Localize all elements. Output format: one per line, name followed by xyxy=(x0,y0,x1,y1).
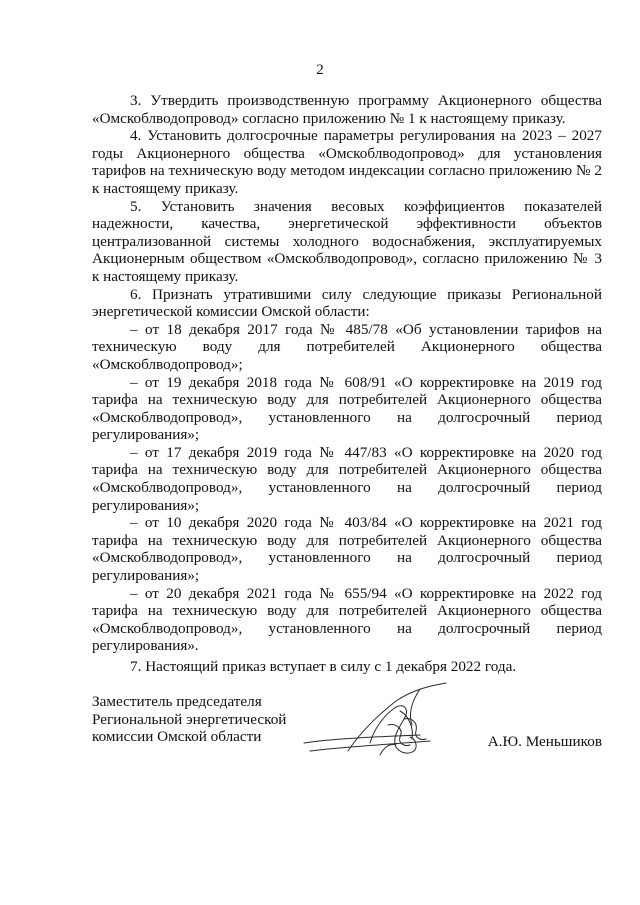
page-number: 2 xyxy=(316,62,324,78)
signatory-title-line: Региональной энергетической xyxy=(92,710,287,728)
repealed-order-2021: – от 20 декабря 2021 года № 655/94 «О корректировке на 2022 год тарифа на техническую воду для потребителей Акционерного общества «Омскоблводопровод», установленного на долгосрочный период регулирования». xyxy=(92,584,602,655)
signature-block xyxy=(92,693,602,763)
paragraph-item-7: 7. Настоящий приказ вступает в силу с 1 декабря 2022 года. xyxy=(130,658,517,675)
repealed-order-2017: – от 18 декабря 2017 года № 485/78 «Об установлении тарифов на техническую воду для потребителей Акционерного общества «Омскоблводопровод»; xyxy=(92,320,602,373)
repealed-order-2020: – от 10 декабря 2020 года № 403/84 «О корректировке на 2021 год тарифа на техническую воду для потребителей Акционерного общества «Омскоблводопровод», установленного на долгосрочный период регулирования»; xyxy=(92,514,602,585)
paragraph-item-4: 4. Установить долгосрочные параметры регулирования на 2023 – 2027 годы Акционерного общества «Омскоблводопровод» для установления тарифов на техническую воду методом индексации согласно приложению № 2 к настоящему приказу. xyxy=(92,127,602,197)
paragraph-item-6: 6. Признать утратившими силу следующие приказы Региональной энергетической комиссии Омской области: xyxy=(92,285,602,321)
signatory-title xyxy=(92,693,312,746)
repealed-order-2018: – от 19 декабря 2018 года № 608/91 «О корректировке на 2019 год тарифа на техническую воду для потребителей Акционерного общества «Омскоблводопровод», установленного на долгосрочный период регулирования»; xyxy=(92,373,602,444)
paragraph-item-5: 5. Установить значения весовых коэффициентов показателей надежности, качества, энергетической эффективности объектов централизованной системы холодного водоснабжения, эксплуатируемых Акционерным обществом «Омскоблводопровод», согласно приложению № 3 к настоящему приказу. xyxy=(92,197,602,285)
paragraph-item-3: 3. Утвердить производственную программу Акционерного общества «Омскоблводопровод» согласно приложению № 1 к настоящему приказу. xyxy=(92,92,602,127)
signatory-name: А.Ю. Меньшиков xyxy=(487,733,602,750)
signatory-title-line: комиссии Омской области xyxy=(92,728,262,746)
repealed-order-2019: – от 17 декабря 2019 года № 447/83 «О корректировке на 2020 год тарифа на техническую воду для потребителей Акционерного общества «Омскоблводопровод», установленного на долгосрочный период регулирования»; xyxy=(92,443,602,514)
signatory-title-line: Заместитель председателя xyxy=(92,693,262,710)
order-body xyxy=(92,92,602,676)
handwritten-signature-icon xyxy=(300,681,460,767)
